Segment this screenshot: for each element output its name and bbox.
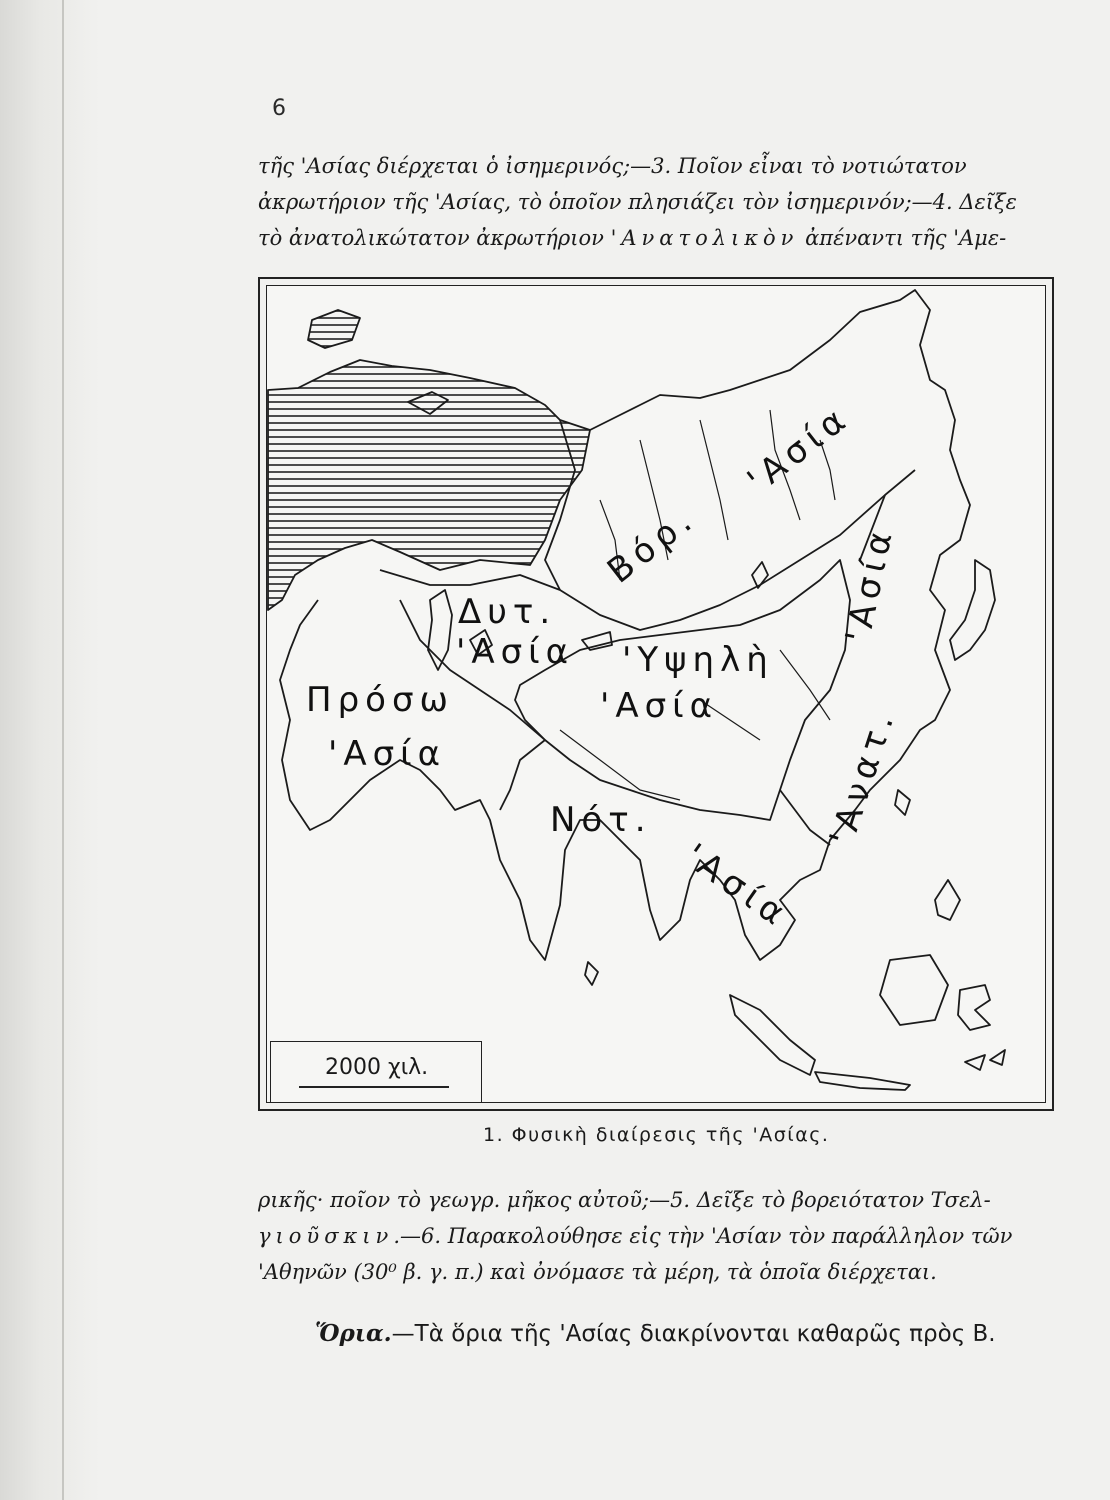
place-name: γιοῦσκιν	[258, 1224, 394, 1248]
region-label-east-2: 'Ανατ.	[822, 703, 904, 851]
borneo-island	[880, 955, 948, 1025]
outro-paragraph	[258, 1182, 1093, 1290]
outro-line-2-end: .—6. Παρακολούθησε εἰς τὴν 'Ασίαν τὸν παράλληλον τῶν	[393, 1224, 1013, 1248]
intro-line-3-start: τὸ ἀνατολικώτατον ἀκρωτήριον	[258, 226, 611, 250]
japan-islands	[950, 560, 995, 660]
intro-line-3-end: ἀπέναντι τῆς 'Αμε-	[798, 226, 1007, 250]
celebes-island	[958, 985, 990, 1030]
lake	[752, 562, 768, 588]
scale-label: 2000 χιλ.	[325, 1055, 429, 1080]
small-island	[965, 1055, 985, 1070]
sri-lanka-island	[585, 962, 598, 985]
philippines-islands	[935, 880, 960, 920]
boundary-near-south	[500, 740, 545, 810]
small-island	[990, 1050, 1005, 1065]
region-label-south-2: 'Ασία	[677, 836, 797, 937]
region-label-west-1: Δυτ.	[458, 592, 557, 632]
map-scale	[270, 1041, 482, 1103]
intro-line-1: τῆς 'Ασίας διέρχεται ὁ ἰσημερινός;—3. Ποῖον εἶναι τὸ νοτιώτατον	[258, 154, 967, 178]
figure-caption: 1. Φυσικὴ διαίρεσις τῆς 'Ασίας.	[483, 1124, 830, 1146]
region-label-south-1: Νότ.	[550, 800, 652, 840]
caspian-sea	[428, 590, 452, 670]
intro-line-2: ἀκρωτήριον τῆς 'Ασίας, τὸ ὁποῖον πλησιάζει τὸν ἰσημερινόν;—4. Δεῖξε	[258, 190, 1017, 214]
region-label-north-2: 'Ασία	[740, 397, 858, 502]
outro-line-2	[258, 1218, 1093, 1254]
region-label-north-1: Βόρ.	[600, 498, 704, 592]
region-label-near-2: 'Ασία	[328, 734, 447, 774]
river	[780, 650, 830, 720]
outro-line-1: ρικῆς· ποῖον τὸ γεωγρ. μῆκος αὐτοῦ;—5. Δεῖξε τὸ βορειότατον Τσελ-	[258, 1188, 991, 1212]
page-number: 6	[272, 96, 286, 121]
europe-hatched-area	[268, 360, 590, 610]
region-label-near-1: Πρόσω	[306, 680, 454, 720]
arctic-island	[308, 310, 360, 348]
scale-bar	[299, 1086, 449, 1088]
sumatra-island	[730, 995, 815, 1075]
region-label-high-2: 'Ασία	[600, 686, 719, 726]
boundaries-section	[315, 1320, 1095, 1347]
taiwan-island	[895, 790, 910, 815]
cape-name: 'Ανατολικὸν	[610, 226, 799, 250]
java-island	[815, 1072, 910, 1090]
lake	[582, 632, 612, 650]
region-label-west-2: 'Ασία	[456, 632, 575, 672]
section-text: —Τὰ ὅρια τῆς 'Ασίας διακρίνονται καθαρῶς πρὸς Β.	[391, 1321, 996, 1347]
region-label-east-1: 'Ασία	[838, 522, 902, 647]
river	[700, 420, 728, 540]
outro-line-3: 'Αθηνῶν (30⁰ β. γ. π.) καὶ ὀνόμασε τὰ μέρη, τὰ ὁποῖα διέρχεται.	[258, 1260, 937, 1284]
section-heading: Ὅρια.	[315, 1320, 392, 1347]
region-label-high-1: 'Υψηλὴ	[622, 640, 774, 680]
